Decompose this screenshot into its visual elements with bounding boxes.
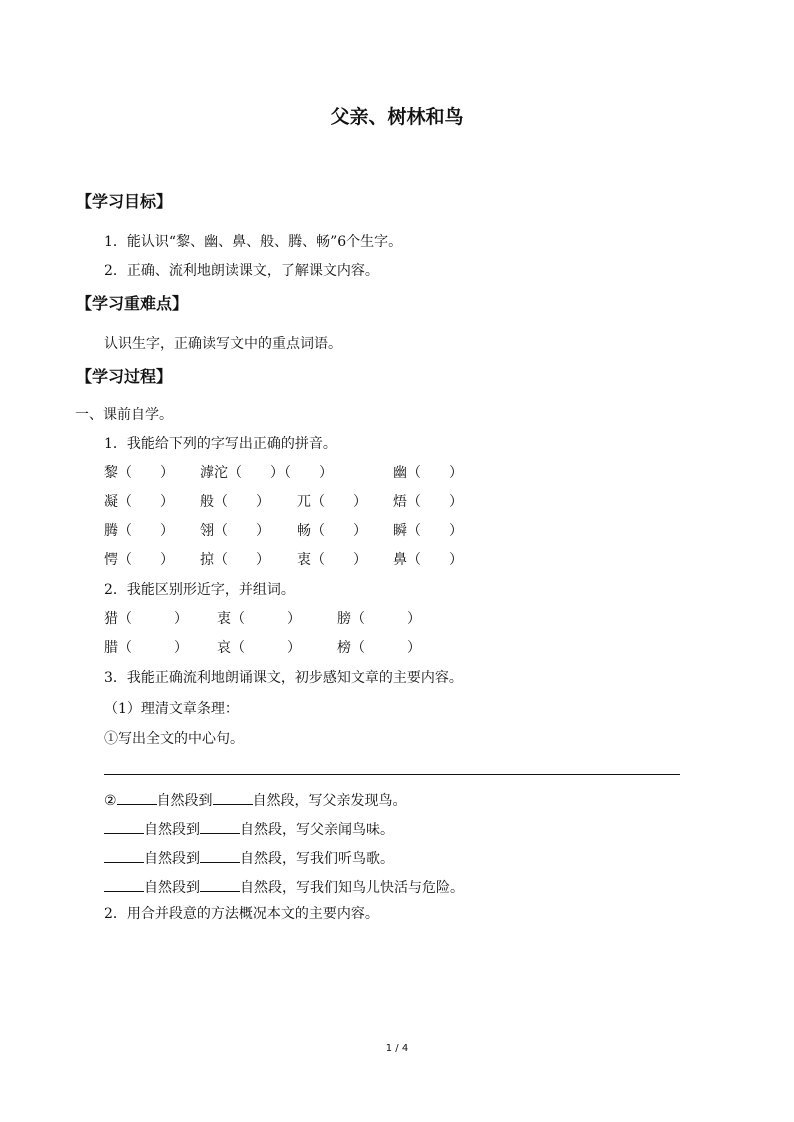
- section-heading-process: 【学习过程】: [76, 367, 173, 386]
- pinyin-item: 兀（ ）: [297, 494, 367, 510]
- pinyin-item: 掠（ ）: [200, 552, 270, 568]
- word-item: 榜（ ）: [337, 640, 421, 656]
- row-text: 自然段到: [144, 880, 200, 896]
- row-text: 自然段，写我们知鸟儿快活与危险。: [240, 880, 464, 896]
- goal-item: 2．正确、流利地朗读课文，了解课文内容。: [104, 263, 379, 279]
- pinyin-item: 幽（ ）: [393, 465, 463, 481]
- goal-item: 1．能认识“黎、幽、鼻、般、腾、畅”6个生字。: [104, 234, 403, 250]
- row-text: 自然段到: [144, 822, 200, 838]
- pinyin-item: 凝（ ）: [104, 494, 174, 510]
- blank: [104, 878, 144, 892]
- question-4: 2．用合并段意的方法概况本文的主要内容。: [104, 906, 379, 922]
- part-heading: 一、课前自学。: [75, 407, 173, 423]
- section-heading-key-points: 【学习重难点】: [76, 294, 189, 313]
- paragraph-row: [104, 849, 394, 866]
- question-3: 3．我能正确流利地朗诵课文，初步感知文章的主要内容。: [104, 670, 463, 686]
- sub-item: ①写出全文的中心句。: [104, 731, 244, 747]
- answer-line: [104, 774, 680, 775]
- page-number: 1 / 4: [385, 1043, 409, 1054]
- pinyin-item: 黎（ ）: [104, 465, 174, 481]
- paragraph-row: [104, 820, 394, 837]
- row-text: 自然段，写父亲发现鸟。: [252, 793, 407, 809]
- question-1: 1．我能给下列的字写出正确的拼音。: [104, 436, 337, 452]
- word-item: 猎（ ）: [104, 611, 188, 627]
- row-text: 自然段，写我们听鸟歌。: [240, 851, 394, 867]
- blank: [200, 878, 240, 892]
- question-2: 2．我能区别形近字，并组词。: [104, 582, 295, 598]
- pinyin-item: 衷（ ）: [297, 552, 367, 568]
- pinyin-item: 瞬（ ）: [393, 523, 463, 539]
- section-heading-goals: 【学习目标】: [76, 192, 173, 211]
- blank: [213, 791, 253, 805]
- blank: [104, 849, 144, 863]
- pinyin-item: 腾（ ）: [104, 523, 174, 539]
- word-item: 膀（ ）: [337, 611, 421, 627]
- page-title: 父亲、树林和鸟: [330, 106, 464, 128]
- row-text: 自然段，写父亲闻鸟味。: [240, 822, 394, 838]
- blank: [200, 820, 240, 834]
- pinyin-item: 般（ ）: [200, 494, 270, 510]
- pinyin-item: 翎（ ）: [200, 523, 270, 539]
- pinyin-item: 鼻（ ）: [393, 552, 463, 568]
- pinyin-item: 焐（ ）: [393, 494, 463, 510]
- blank: [104, 820, 144, 834]
- word-item: 哀（ ）: [217, 640, 301, 656]
- sub-question: （1）理清文章条理：: [104, 701, 239, 717]
- pinyin-item: 愕（ ）: [104, 552, 174, 568]
- word-item: 衷（ ）: [217, 611, 301, 627]
- blank: [200, 849, 240, 863]
- pinyin-item: 滹沱（ ）（ ）: [200, 465, 333, 481]
- blank: [117, 791, 157, 805]
- row-prefix: ②: [104, 793, 117, 809]
- key-points-text: 认识生字，正确读写文中的重点词语。: [104, 336, 342, 352]
- paragraph-row: [104, 878, 464, 895]
- word-item: 腊（ ）: [104, 640, 188, 656]
- row-text: 自然段到: [144, 851, 200, 867]
- pinyin-item: 畅（ ）: [297, 523, 367, 539]
- paragraph-row: [104, 791, 407, 808]
- row-text: 自然段到: [156, 793, 213, 809]
